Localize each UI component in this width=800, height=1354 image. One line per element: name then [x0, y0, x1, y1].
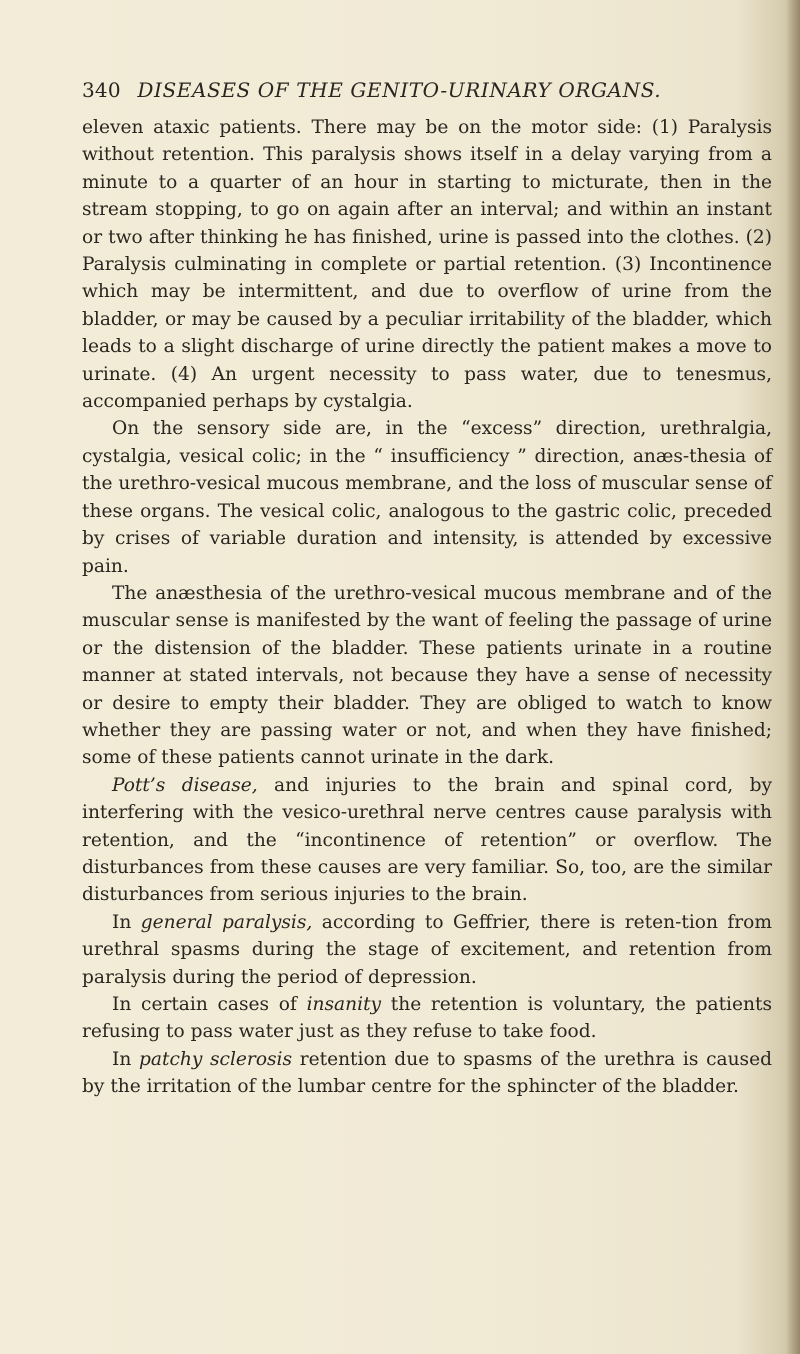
- running-title: DISEASES OF THE GENITO-URINARY ORGANS.: [137, 78, 662, 102]
- page-number: 340: [82, 78, 121, 102]
- paragraph-potts-disease-text: and injuries to the brain and spinal cord, by interfering with the vesico-urethral nerve centres cause paralysis with retention, and the “incontinence of retention” or overflow. The disturbances from these causes are very familiar. So, too, are the similar disturbances from serious injuries to the brain.: [82, 774, 772, 906]
- term-insanity: insanity: [306, 994, 382, 1015]
- page-header: [82, 78, 772, 102]
- body-text: [82, 114, 772, 1101]
- paragraph-potts-disease: [82, 772, 772, 909]
- paragraph-insanity: [82, 991, 772, 1046]
- paragraph-motor-side: eleven ataxic patients. There may be on the motor side: (1) Paralysis without retention. This paralysis shows itself in a delay varying from a minute to a quarter of an hour in starting to micturate, then in the stream stopping, to go on again after an interval; and within an instant or two after thinking he has finished, urine is passed into the clothes. (2) Paralysis culminating in complete or partial retention. (3) Incontinence which may be intermittent, and due to overflow of urine from the bladder, or may be caused by a peculiar irritability of the bladder, which leads to a slight discharge of urine directly the patient makes a move to urinate. (4) An urgent necessity to pass water, due to tenesmus, accompanied perhaps by cystalgia.: [82, 117, 772, 413]
- paragraph-insanity-lead: In certain cases of: [112, 994, 307, 1015]
- term-potts-disease: Pott’s disease,: [112, 774, 258, 796]
- paragraph-insanity-text: the retention is voluntary, the patients refusing to pass water just as they refuse to take food.: [82, 994, 772, 1043]
- paragraph-general-paralysis-lead: In: [112, 911, 141, 933]
- paragraph-patchy-sclerosis-text: retention due to spasms of the urethra is caused by the irritation of the lumbar centre for the sphincter of the bladder.: [82, 1048, 772, 1098]
- paragraph-patchy-sclerosis: [82, 1046, 772, 1101]
- paragraph-anaesthesia: The anæsthesia of the urethro-vesical mucous membrane and of the muscular sense is manifested by the want of feeling the passage of urine or the distension of the bladder. These patients urinate in a routine manner at stated intervals, not because they have a sense of necessity or desire to empty their bladder. They are obliged to watch to know whether they are passing water or not, and when they have finished; some of these patients cannot urinate in the dark.: [82, 582, 772, 769]
- page-edge-shadow: [786, 0, 800, 1354]
- term-patchy-sclerosis: patchy sclerosis: [139, 1048, 293, 1070]
- paragraph-sensory-side: On the sensory side are, in the “excess” direction, urethralgia, cystalgia, vesical colic; in the “ insufficiency ” direction, anæs-thesia of the urethro-vesical mucous membrane, and the loss of muscular sense of these organs. The vesical colic, analogous to the gastric colic, preceded by crises of variable duration and intensity, is attended by excessive pain.: [82, 418, 772, 577]
- term-general-paralysis: general paralysis,: [140, 911, 313, 933]
- paragraph-general-paralysis-text: according to Geffrier, there is reten-tion from urethral spasms during the stage of excitement, and retention from paralysis during the period of depression.: [82, 911, 772, 988]
- paragraph-general-paralysis: [82, 909, 772, 991]
- paragraph-patchy-sclerosis-lead: In: [112, 1048, 139, 1070]
